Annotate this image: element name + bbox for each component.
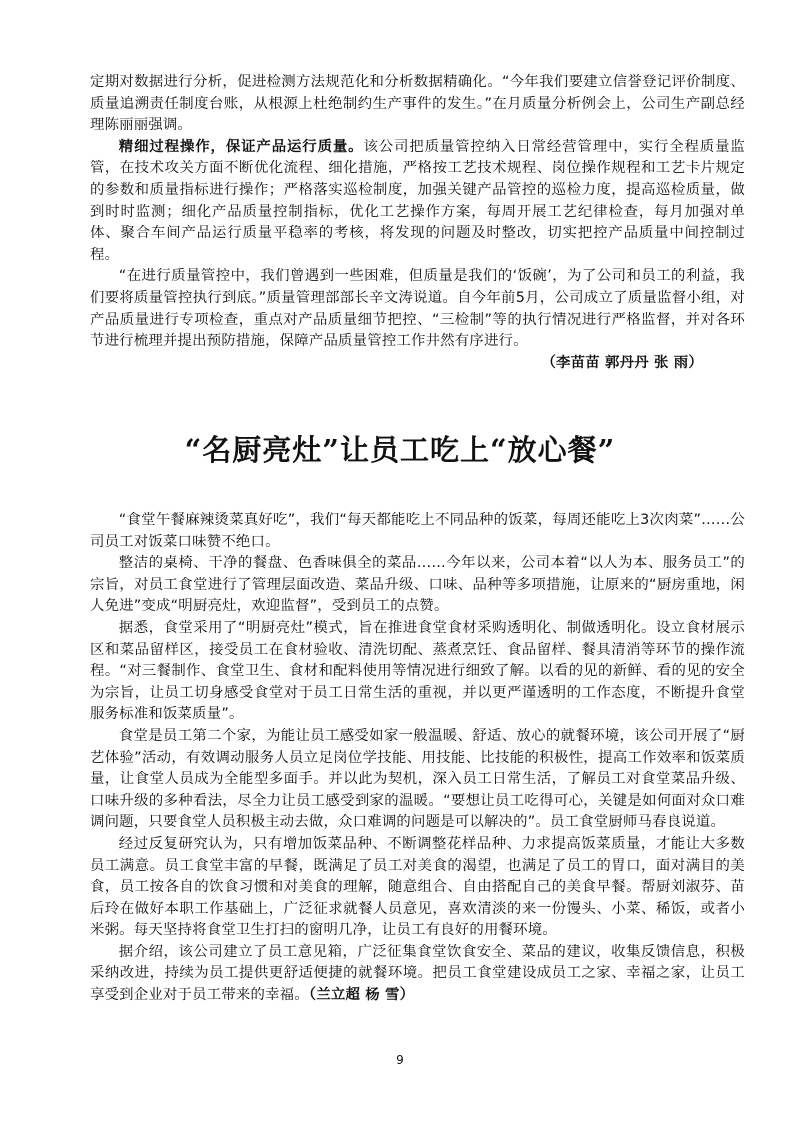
article-2-byline: （兰立超 杨 雪） bbox=[308, 987, 415, 1004]
article-1 bbox=[90, 72, 745, 374]
article-2-paragraph bbox=[90, 942, 745, 1007]
article-1-paragraph bbox=[90, 137, 745, 267]
article-2-paragraph: 食堂是员工第二个家，为能让员工感受如家一般温暖、舒适、放心的就餐环境，该公司开展了“厨艺体验”活动，有效调动服务人员立足岗位学技能、用技能、比技能的积极性，提高工作效率和饭菜质量，让食堂人员成为全能型多面手。并以此为契机，深入员工日常生活，了解员工对食堂菜品升级、口味升级的多种看法，尽全力让员工感受到家的温暖。“要想让员工吃得可心，关键是如何面对众口难调问题，只要食堂人员积极主动去做，众口难调的问题是可以解决的”。员工食堂厨师马春良说道。 bbox=[90, 727, 745, 831]
article-2-title: “名厨亮灶”让员工吃上“放心餐” bbox=[184, 433, 616, 467]
section-lead: 精细过程操作，保证产品运行质量。 bbox=[118, 138, 364, 155]
article-2 bbox=[90, 510, 745, 1007]
article-2-paragraph: 经过反复研究认为，只有增加饭菜品种、不断调整花样品种、力求提高饭菜质量，才能让大多数员工满意。员工食堂丰富的早餐，既满足了员工对美食的渴望，也满足了员工的胃口，面对满目的美食，员工按各自的饮食习惯和对美食的理解，随意组合、自由搭配自己的美食早餐。帮厨刘淑芬、苗后玲在做好本职工作基础上，广泛征求就餐人员意见，喜欢清淡的来一份馒头、小菜、稀饭，或者小米粥。每天坚持将食堂卫生打扫的窗明几净，让员工有良好的用餐环境。 bbox=[90, 835, 745, 939]
page-number: 9 bbox=[396, 1053, 404, 1067]
paragraph-text: 据介绍，该公司建立了员工意见箱，广泛征集食堂饮食安全、菜品的建议，收集反馈信息，积极采纳改进，持续为员工提供更舒适便捷的就餐环境。把员工食堂建设成员工之家、幸福之家，让员工享受到企业对于员工带来的幸福。 bbox=[90, 943, 745, 1004]
paragraph-text: 该公司把质量管控纳入日常经营管理中，实行全程质量监管，在技术攻关方面不断优化流程、细化措施，严格按工艺技术规程、岗位操作规程和工艺卡片规定的参数和质量指标进行操作；严格落实巡检制度，加强关键产品管控的巡检力度，提高巡检质量，做到时时监测；细化产品质量控制指标，优化工艺操作方案，每周开展工艺纪律检查，每月加强对单体、聚合车间产品运行质量平稳率的考核，将发现的问题及时整改，切实把控产品质量中间控制过程。 bbox=[90, 138, 745, 263]
article-1-paragraph: “在进行质量管控中，我们曾遇到一些困难，但质量是我们的‘饭碗’，为了公司和员工的利益，我们要将质量管控执行到底。”质量管理部部长辛文涛说道。自今年前5月，公司成立了质量监督小组，对产品质量进行专项检查，重点对产品质量细节把控、“三检制”等的执行情况进行严格监督，并对各环节进行梳理并提出预防措施，保障产品质量管控工作井然有序进行。 bbox=[90, 268, 745, 350]
article-2-paragraph: 据悉，食堂采用了“明厨亮灶”模式，旨在推进食堂食材采购透明化、制做透明化。设立食材展示区和菜品留样区，接受员工在食材验收、清洗切配、蒸煮烹饪、食品留样、餐具清消等环节的操作流程。“对三餐制作、食堂卫生、食材和配料使用等情况进行细致了解。以看的见的新鲜、看的见的安全为宗旨，让员工切身感受食堂对于员工日常生活的重视，并以更严谨透明的工作态度，不断提升食堂服务标准和饭菜质量”。 bbox=[90, 619, 745, 723]
article-2-paragraph: 整洁的桌椅、干净的餐盘、色香味俱全的菜品……今年以来，公司本着“以人为本、服务员工”的宗旨，对员工食堂进行了管理层面改造、菜品升级、口味、品种等多项措施，让原来的“厨房重地，闲人免进”变成“明厨亮灶，欢迎监督”，受到员工的点赞。 bbox=[90, 555, 745, 615]
article-2-paragraph: “食堂午餐麻辣烫菜真好吃”，我们“每天都能吃上不同品种的饭菜，每周还能吃上3次肉菜”……公司员工对饭菜口味赞不绝口。 bbox=[90, 512, 745, 550]
article-1-paragraph: 定期对数据进行分析，促进检测方法规范化和分析数据精确化。“今年我们要建立信誉登记评价制度、质量追溯责任制度台账，从根源上杜绝制约生产事件的发生。”在月质量分析例会上，公司生产副总经理陈丽丽强调。 bbox=[90, 74, 745, 134]
article-1-byline: （李苗苗 郭丹丹 张 雨） bbox=[541, 354, 703, 371]
